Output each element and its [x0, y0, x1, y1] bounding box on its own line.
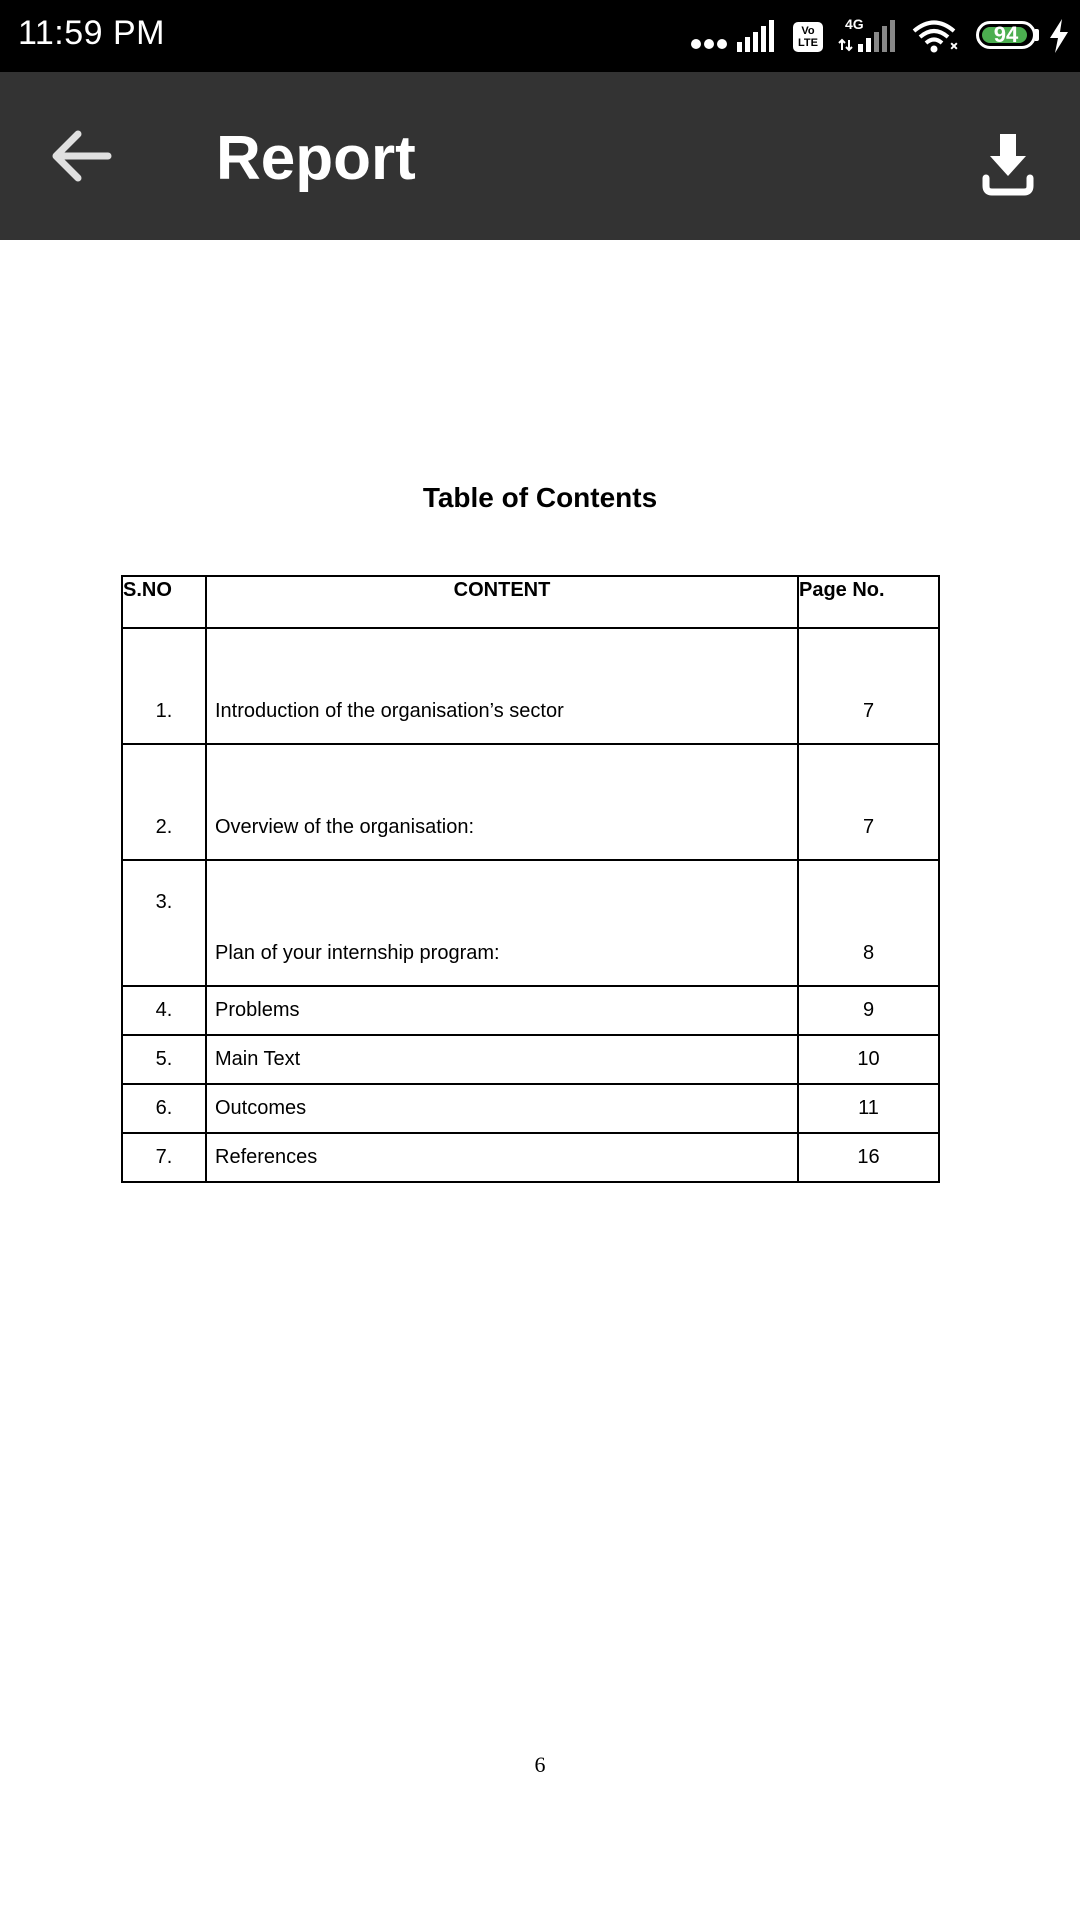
row-sno: 4. [122, 986, 206, 1035]
charging-icon [1048, 19, 1070, 53]
row-content: References [206, 1133, 798, 1182]
column-header-content: CONTENT [206, 576, 798, 628]
table-row [122, 1035, 939, 1084]
column-header-sno: S.NO [122, 576, 206, 628]
signal-4g-icon [838, 20, 900, 52]
row-content: Main Text [206, 1035, 798, 1084]
row-sno: 5. [122, 1035, 206, 1084]
more-dots-icon [690, 38, 730, 50]
app-bar [0, 72, 1080, 240]
download-button[interactable] [970, 126, 1046, 202]
table-of-contents [121, 575, 940, 1183]
arrow-back-icon [44, 120, 124, 192]
back-button[interactable] [44, 120, 124, 192]
row-content: Plan of your internship program: [206, 860, 798, 986]
volte-icon [793, 22, 823, 52]
page-title: Report [216, 124, 416, 193]
table-header-row [122, 576, 939, 628]
row-page: 8 [798, 860, 939, 986]
table-row [122, 628, 939, 744]
table-row [122, 744, 939, 860]
row-page: 10 [798, 1035, 939, 1084]
row-sno: 7. [122, 1133, 206, 1182]
row-page: 11 [798, 1084, 939, 1133]
row-page: 7 [798, 628, 939, 744]
battery-icon [976, 21, 1036, 49]
battery-level: 94 [993, 22, 1019, 47]
row-sno: 6. [122, 1084, 206, 1133]
document-page[interactable] [0, 240, 1080, 1920]
row-page: 16 [798, 1133, 939, 1182]
status-bar [0, 0, 1080, 72]
row-content: Outcomes [206, 1084, 798, 1133]
column-header-page: Page No. [798, 576, 939, 628]
wifi-icon [912, 20, 962, 54]
row-page: 9 [798, 986, 939, 1035]
row-page: 7 [798, 744, 939, 860]
row-content: Overview of the organisation: [206, 744, 798, 860]
row-sno: 1. [122, 628, 206, 744]
battery-nub [1035, 29, 1039, 41]
signal-icon [737, 20, 779, 52]
volte-label: Vo LTE [798, 25, 818, 49]
row-content: Introduction of the organisation’s sector [206, 628, 798, 744]
row-sno: 2. [122, 744, 206, 860]
table-row [122, 986, 939, 1035]
page-number: 6 [534, 1752, 546, 1777]
network-type-label: 4G [845, 16, 864, 32]
download-icon [970, 126, 1046, 202]
document-title: Table of Contents [422, 482, 658, 513]
table-row [122, 860, 939, 986]
row-content: Problems [206, 986, 798, 1035]
table-row [122, 1084, 939, 1133]
status-time: 11:59 PM [18, 14, 166, 52]
row-sno: 3. [122, 860, 206, 986]
table-row [122, 1133, 939, 1182]
